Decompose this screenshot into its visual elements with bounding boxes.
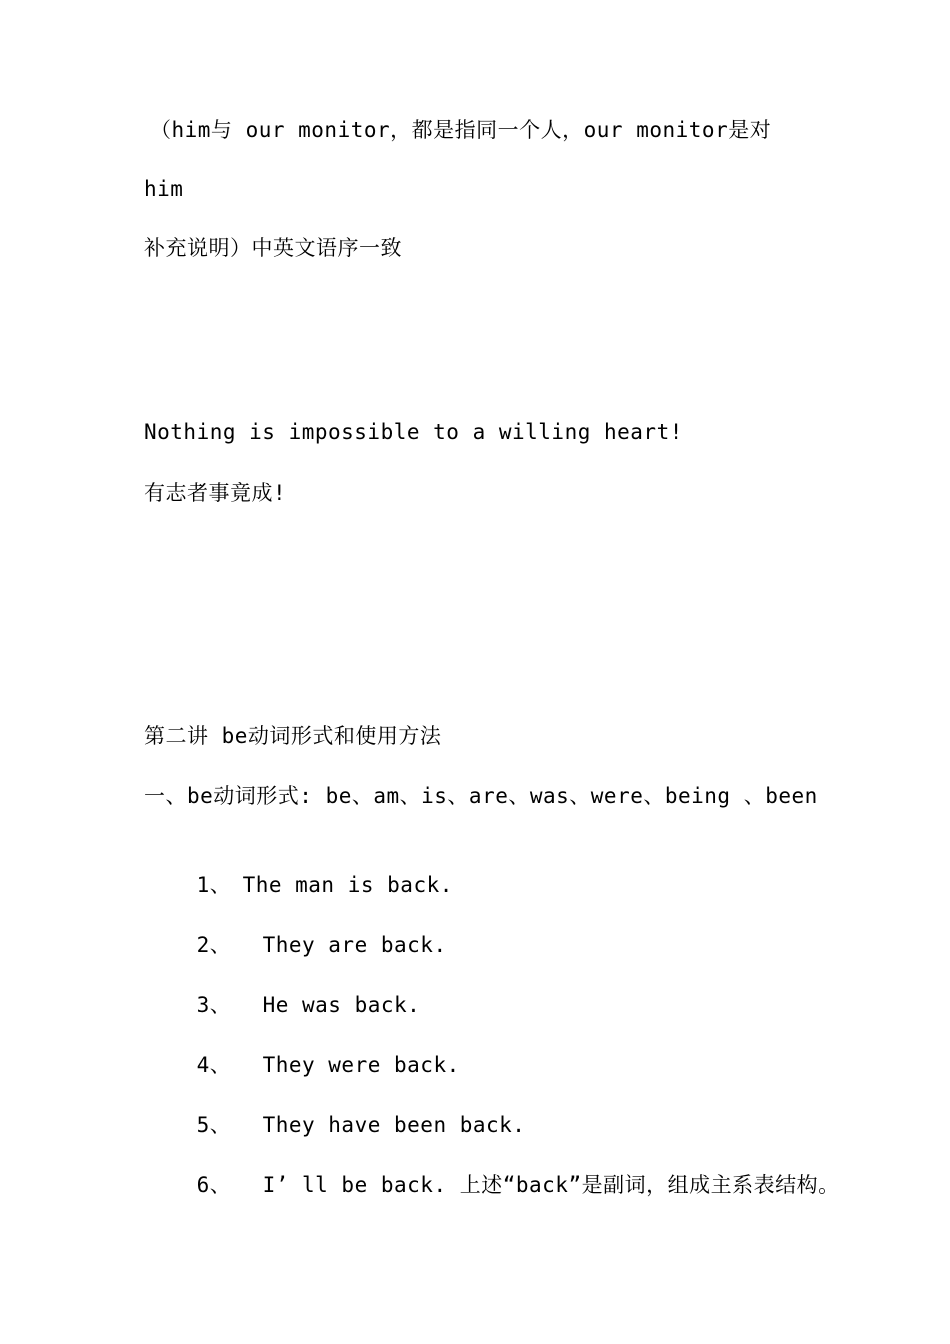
lecture-title: 第二讲 be动词形式和使用方法	[144, 724, 442, 748]
example-item	[144, 1140, 840, 1230]
quote-chinese: 有志者事竟成!	[144, 481, 287, 505]
example-text: I’ ll be back. 上述“back”是副词，组成主系表结构。	[262, 1173, 840, 1197]
example-text: The man is back.	[242, 873, 453, 897]
note-line-1: （him与 our monitor，都是指同一个人，our monitor是对	[150, 118, 772, 142]
example-text: He was back.	[262, 993, 421, 1017]
note-line-3: 补充说明）中英文语序一致	[144, 236, 402, 260]
example-text: They have been back.	[262, 1113, 526, 1137]
example-number: 5、	[196, 1113, 232, 1137]
section-heading: 一、be动词形式: be、am、is、are、was、were、being 、been	[144, 784, 818, 808]
example-number: 6、	[196, 1173, 232, 1197]
example-text: They are back.	[262, 933, 447, 957]
example-number: 3、	[196, 993, 232, 1017]
quote-english: Nothing is impossible to a willing heart!	[144, 420, 683, 444]
example-number: 4、	[196, 1053, 232, 1077]
example-number: 2、	[196, 933, 232, 957]
example-text: They were back.	[262, 1053, 460, 1077]
note-line-2: him	[144, 177, 184, 201]
example-number: 1、	[196, 873, 232, 897]
